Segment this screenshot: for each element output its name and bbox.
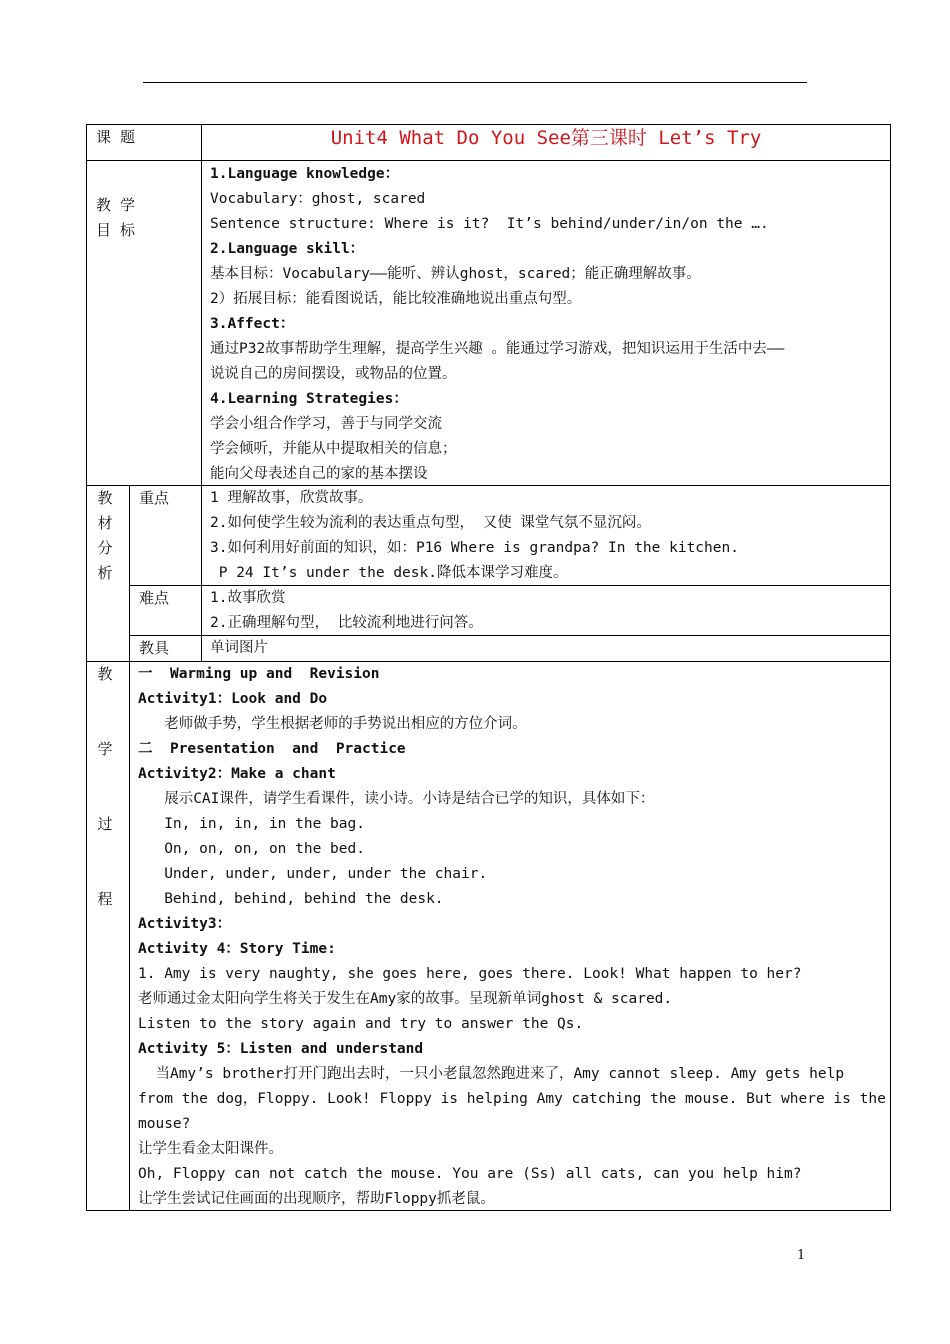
difficulties-label: 难点 xyxy=(139,589,170,607)
process-line: 一 Warming up and Revision xyxy=(138,666,380,682)
objective-line: 通过P32故事帮助学生理解，提高学生兴趣 。能通过学习游戏，把知识运用于生活中去—— xyxy=(210,341,785,357)
key-point-line: 2.如何使学生较为流利的表达重点句型， 又使 课堂气氛不显沉闷。 xyxy=(210,515,651,531)
process-line: In, in, in, in the bag. xyxy=(138,816,365,832)
key-point-line: 3.如何利用好前面的知识，如：P16 Where is grandpa? In the kitchen. xyxy=(210,540,739,556)
process-line: Listen to the story again and try to answer the Qs. xyxy=(138,1016,584,1032)
header-rule xyxy=(143,82,807,83)
process-line: 让学生看金太阳课件。 xyxy=(138,1141,283,1157)
analysis-label-char: 材 xyxy=(97,514,113,532)
objective-line: 能向父母表述自己的家的基本摆设 xyxy=(210,466,428,482)
analysis-label-char: 分 xyxy=(97,539,113,557)
objective-line: 3.Affect： xyxy=(210,316,295,332)
key-points-label: 重点 xyxy=(139,489,170,507)
process-line: Under, under, under, under the chair. xyxy=(138,866,488,882)
process-line: Activity2：Make a chant xyxy=(138,766,336,782)
process-line: from the dog，Floppy. Look! Floppy is helping Amy catching the mouse. But where is the xyxy=(138,1091,886,1107)
objective-line: 学会小组合作学习，善于与同学交流 xyxy=(210,416,442,432)
analysis-label-char: 析 xyxy=(97,564,113,582)
process-line: Activity1：Look and Do xyxy=(138,691,328,707)
difficulty-line: 2.正确理解句型， 比较流利地进行问答。 xyxy=(210,615,483,631)
process-line: mouse? xyxy=(138,1116,191,1132)
objective-line: 2）拓展目标：能看图说话，能比较准确地说出重点句型。 xyxy=(210,291,582,307)
process-line: 展示CAI课件，请学生看课件，读小诗。小诗是结合已学的知识，具体如下： xyxy=(138,791,655,807)
lesson-title: Unit4 What Do You See第三课时 Let’s Try xyxy=(330,127,762,149)
process-label-char: 程 xyxy=(97,890,113,908)
analysis-label-char: 教 xyxy=(97,489,113,507)
page-number: 1 xyxy=(797,1248,806,1263)
process-content xyxy=(138,662,888,1212)
objective-line: 说说自己的房间摆设，或物品的位置。 xyxy=(210,366,457,382)
teaching-aids-value: 单词图片 xyxy=(210,640,268,656)
col-divider xyxy=(201,124,202,485)
key-point-line: P 24 It’s under the desk.降低本课学习难度。 xyxy=(210,565,568,581)
process-line: 当Amy’s brother打开门跑出去时，一只小老鼠忽然跑进来了，Amy cannot sleep. Amy gets help xyxy=(138,1066,845,1082)
lesson-label: 课 题 xyxy=(96,128,136,146)
process-label-char: 教 xyxy=(97,665,113,683)
process-label-char: 学 xyxy=(97,740,113,758)
process-line: Activity 5：Listen and understand xyxy=(138,1041,424,1057)
objectives-content xyxy=(210,162,886,487)
process-line: 1. Amy is very naughty, she goes here, goes there. Look! What happen to her? xyxy=(138,966,802,982)
process-line: 让学生尝试记住画面的出现顺序，帮助Floppy抓老鼠。 xyxy=(138,1191,495,1207)
objectives-label-1: 教 学 xyxy=(96,196,136,214)
process-line: On, on, on, on the bed. xyxy=(138,841,365,857)
objective-line: 基本目标：Vocabulary——能听、辨认ghost，scared；能正确理解故事。 xyxy=(210,266,701,282)
process-line: 老师做手势，学生根据老师的手势说出相应的方位介词。 xyxy=(138,716,527,732)
objective-line: 4.Learning Strategies： xyxy=(210,391,408,407)
objective-line: 学会倾听，并能从中提取相关的信息； xyxy=(210,441,457,457)
objective-line: Vocabulary：ghost, scared xyxy=(210,191,426,207)
process-line: Oh, Floppy can not catch the mouse. You are (Ss) all cats, can you help him? xyxy=(138,1166,802,1182)
key-points-content xyxy=(210,486,886,586)
difficulty-line: 1.故事欣赏 xyxy=(210,590,286,606)
key-point-line: 1 理解故事，欣赏故事。 xyxy=(210,490,373,506)
objective-line: Sentence structure: Where is it? It’s behind/under/in/on the …. xyxy=(210,216,769,232)
objectives-label-2: 目 标 xyxy=(96,221,136,239)
process-label-char: 过 xyxy=(97,815,113,833)
process-line: 老师通过金太阳向学生将关于发生在Amy家的故事。呈现新单词ghost & scared. xyxy=(138,991,673,1007)
process-line: Activity3： xyxy=(138,916,232,932)
process-line: 二 Presentation and Practice xyxy=(138,741,406,757)
row-divider xyxy=(86,160,891,161)
col-divider xyxy=(129,485,130,1211)
teaching-aids-label: 教具 xyxy=(139,639,170,657)
difficulties-content xyxy=(210,586,886,636)
col-divider xyxy=(201,485,202,661)
process-line: Behind, behind, behind the desk. xyxy=(138,891,444,907)
objective-line: 2.Language skill： xyxy=(210,241,365,257)
objective-line: 1.Language knowledge： xyxy=(210,166,400,182)
process-line: Activity 4：Story Time: xyxy=(138,941,336,957)
